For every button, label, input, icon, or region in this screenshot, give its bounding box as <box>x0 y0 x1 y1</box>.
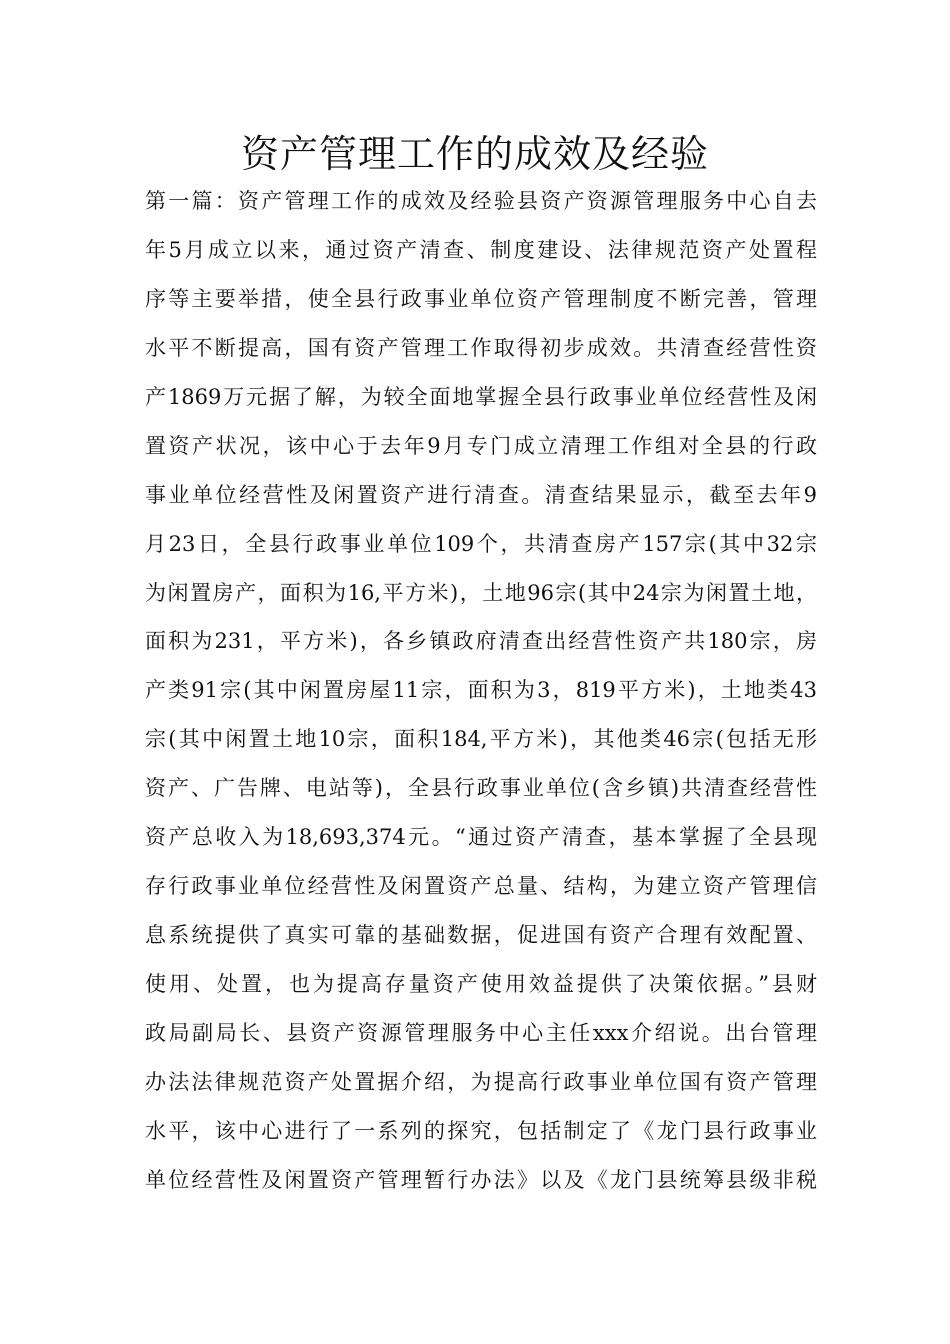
body-line: 存行政事业单位经营性及闲置资产总量、结构，为建立资产管理信 <box>145 874 817 899</box>
body-line: 序等主要举措，使全县行政事业单位资产管理制度不断完善，管理 <box>145 286 817 311</box>
document-title: 资产管理工作的成效及经验 <box>240 132 709 176</box>
body-line: 年5月成立以来，通过资产清查、制度建设、法律规范资产处置程 <box>145 237 817 262</box>
body-line: 第一篇：资产管理工作的成效及经验县资产资源管理服务中心自去 <box>145 189 817 213</box>
body-line: 政局副局长、县资产资源管理服务中心主任xxx介绍说。出台管理 <box>145 1020 817 1045</box>
body-line: 事业单位经营性及闲置资产进行清查。清查结果显示，截至去年9 <box>145 482 817 507</box>
body-line: 资产总收入为18,693,374元。“通过资产清查，基本掌握了全县现 <box>145 825 817 850</box>
body-line: 产类91宗(其中闲置房屋11宗，面积为3，819平方米)，土地类43 <box>145 678 817 703</box>
body-line: 置资产状况，该中心于去年9月专门成立清理工作组对全县的行政 <box>145 433 817 458</box>
body-line: 产1869万元据了解，为较全面地掌握全县行政事业单位经营性及闲 <box>145 384 817 409</box>
document-body <box>145 182 817 1210</box>
body-line: 办法法律规范资产处置据介绍，为提高行政事业单位国有资产管理 <box>145 1069 817 1094</box>
body-line: 使用、处置，也为提高存量资产使用效益提供了决策依据。”县财 <box>145 972 817 996</box>
body-line: 面积为231，平方米)，各乡镇政府清查出经营性资产共180宗，房 <box>145 629 817 654</box>
body-line: 宗(其中闲置土地10宗，面积184,平方米)，其他类46宗(包括无形 <box>145 727 817 752</box>
body-line: 单位经营性及闲置资产管理暂行办法》以及《龙门县统筹县级非税 <box>145 1167 817 1192</box>
body-line: 息系统提供了真实可靠的基础数据，促进国有资产合理有效配置、 <box>145 923 817 948</box>
body-line: 为闲置房产，面积为16,平方米)，土地96宗(其中24宗为闲置土地， <box>145 580 817 605</box>
body-line: 水平，该中心进行了一系列的探究，包括制定了《龙门县行政事业 <box>145 1118 817 1143</box>
body-line: 月23日，全县行政事业单位109个，共清查房产157宗(其中32宗 <box>145 531 817 556</box>
body-line: 资产、广告牌、电站等)，全县行政事业单位(含乡镇)共清查经营性 <box>145 776 817 801</box>
body-line: 水平不断提高，国有资产管理工作取得初步成效。共清查经营性资 <box>145 335 817 360</box>
